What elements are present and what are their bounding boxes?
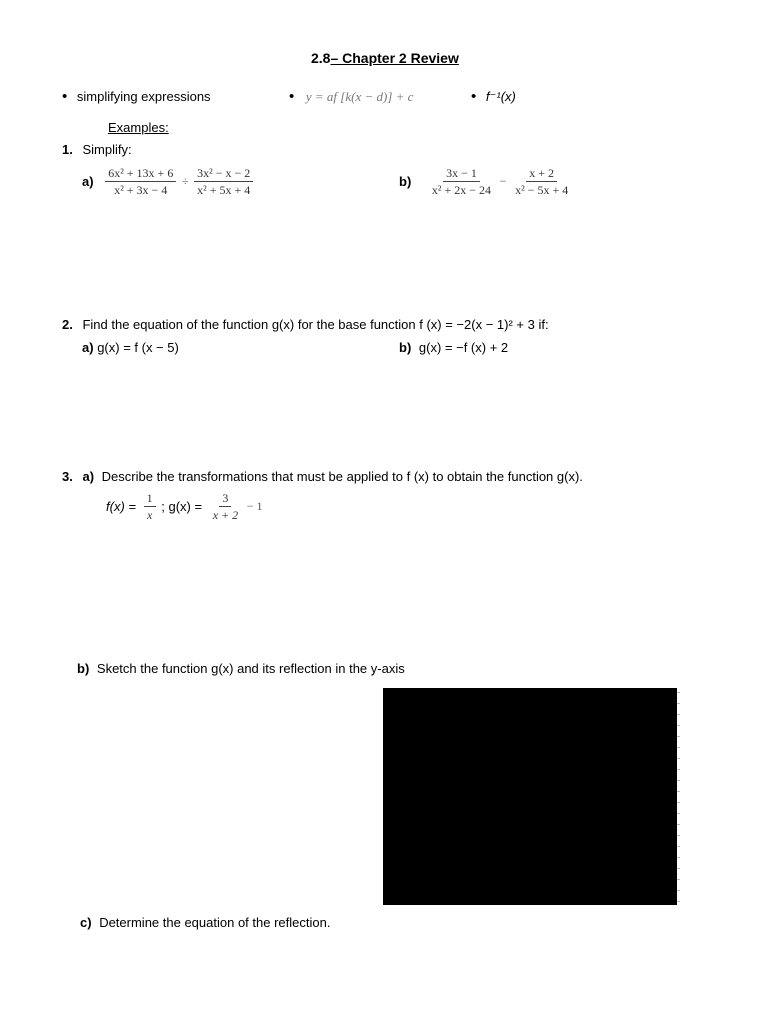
denominator: x² + 2x − 24 [431, 183, 492, 197]
fraction [144, 491, 156, 522]
grid-tick [677, 769, 680, 770]
fraction [210, 491, 241, 522]
question-1 [62, 142, 132, 157]
fraction [105, 166, 176, 197]
fraction [512, 166, 571, 197]
bullet: • [62, 88, 68, 105]
part-label: c) [80, 915, 92, 930]
part-label: a) [82, 174, 94, 189]
denominator: x² + 3x − 4 [114, 183, 168, 197]
constant-term: − 1 [246, 499, 263, 513]
graph-grid[interactable] [383, 688, 677, 905]
inverse-notation: f⁻¹(x) [485, 89, 516, 104]
q2a [82, 340, 179, 355]
grid-tick [677, 901, 680, 902]
grid-tick [677, 725, 680, 726]
topic-transformation-formula [289, 88, 413, 105]
fraction [429, 166, 494, 197]
part-label: b) [399, 174, 412, 189]
question-prompt: Determine the equation of the reflection. [99, 915, 331, 930]
section-number: 2.8 [311, 50, 331, 66]
topic-inverse [471, 88, 516, 105]
bullet: • [471, 88, 477, 105]
page-title [311, 50, 459, 66]
grid-tick [677, 703, 680, 704]
question-number: 1. [62, 142, 73, 157]
part-label: a) [82, 340, 94, 355]
grid-tick [677, 846, 680, 847]
grid-tick [677, 857, 680, 858]
question-number: 3. [62, 469, 73, 484]
question-3b [77, 661, 405, 676]
question-number: 2. [62, 317, 73, 332]
grid-edge-ticks [677, 688, 680, 905]
numerator: 3x − 1 [443, 166, 480, 182]
grid-tick [677, 747, 680, 748]
denominator: x [146, 508, 153, 522]
q1a-expression [82, 166, 253, 197]
grid-tick [677, 813, 680, 814]
grid-tick [677, 692, 680, 693]
numerator: 3 [219, 491, 231, 507]
bullet: • [289, 88, 295, 105]
numerator: 3x² − x − 2 [194, 166, 253, 182]
question-prompt: Find the equation of the function g(x) for the base function f (x) = −2(x − 1)² + 3 if: [82, 317, 549, 332]
topic-text: simplifying expressions [76, 89, 211, 104]
part-text: g(x) = −f (x) + 2 [418, 340, 509, 355]
question-2 [62, 317, 549, 332]
g-label: ; g(x) = [161, 499, 203, 514]
part-label: b) [399, 340, 412, 355]
grid-tick [677, 890, 680, 891]
section-title: – Chapter 2 Review [330, 50, 459, 66]
grid-tick [677, 758, 680, 759]
numerator: 6x² + 13x + 6 [105, 166, 176, 182]
f-label: f(x) = [106, 499, 136, 514]
question-3a [62, 469, 583, 484]
q2b [399, 340, 508, 355]
grid-tick [677, 736, 680, 737]
examples-label: Examples: [108, 120, 169, 135]
part-label: a) [82, 469, 95, 484]
q3a-functions [106, 491, 265, 522]
transformation-formula: y = af [k(x − d)] + c [305, 89, 414, 104]
question-prompt: Simplify: [82, 142, 132, 157]
grid-tick [677, 780, 680, 781]
numerator: x + 2 [526, 166, 557, 182]
operator: ÷ [181, 174, 189, 188]
grid-tick [677, 879, 680, 880]
topic-simplifying [62, 88, 211, 105]
denominator: x + 2 [212, 508, 239, 522]
numerator: 1 [144, 491, 156, 507]
denominator: x² + 5x + 4 [197, 183, 251, 197]
grid-tick [677, 835, 680, 836]
operator: − [499, 174, 507, 188]
question-prompt: Sketch the function g(x) and its reflection in the y-axis [96, 661, 405, 676]
grid-tick [677, 802, 680, 803]
grid-tick [677, 868, 680, 869]
denominator: x² − 5x + 4 [515, 183, 569, 197]
question-prompt: Describe the transformations that must be applied to f (x) to obtain the function g(x). [101, 469, 583, 484]
part-text: g(x) = f (x − 5) [97, 340, 179, 355]
question-3c [80, 915, 330, 930]
grid-tick [677, 824, 680, 825]
grid-tick [677, 714, 680, 715]
part-label: b) [77, 661, 90, 676]
grid-tick [677, 791, 680, 792]
fraction [194, 166, 253, 197]
q1b-expression [399, 166, 571, 197]
